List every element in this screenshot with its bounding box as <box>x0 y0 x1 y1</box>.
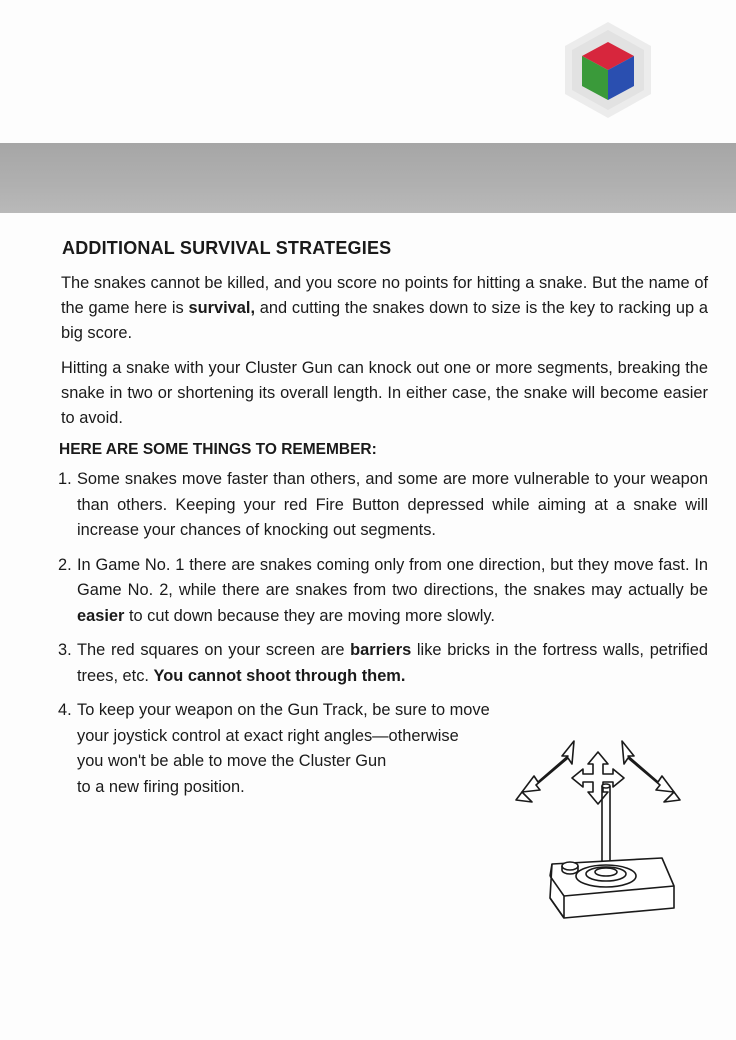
item-text-a: The red squares on your screen are <box>77 641 351 659</box>
item-line-3: you won't be able to move the Cluster Gun <box>77 752 387 770</box>
item-bold-2: You cannot shoot through them. <box>153 666 406 685</box>
cube-logo-icon <box>558 20 658 120</box>
list-item <box>58 638 708 689</box>
intro-paragraph-2: Hitting a snake with your Cluster Gun can knock out one or more segments, breaking the snake in two or shortening its overall length. In either case, the snake will become easier to avoid. <box>61 359 708 427</box>
section-subheading: HERE ARE SOME THINGS TO REMEMBER: <box>59 441 377 458</box>
item-bold: easier <box>77 606 125 625</box>
list-item <box>58 553 708 630</box>
intro-p1-bold: survival, <box>188 299 255 317</box>
item-number: 4. <box>58 701 72 719</box>
item-line-4: to a new firing position. <box>77 777 245 796</box>
intro-p1-text-a: The snakes cannot be killed, and you score no points for hitting a snake. But the name of the game here is <box>61 274 708 317</box>
item-text-b: to cut down because they are moving more slowly. <box>124 606 495 625</box>
item-line-2: your joystick control at exact right angles—otherwise <box>77 726 459 745</box>
page-content <box>58 238 708 809</box>
item-text: Some snakes move faster than others, and some are more vulnerable to your weapon than others. Keeping your red Fire Button depressed while aiming at a snake will increase your chances of knocking out segments. <box>77 470 708 539</box>
intro-paragraph-1 <box>61 271 708 346</box>
item-text-a: In Game No. 1 there are snakes coming only from one direction, but they move fast. In Game No. 2, while there are snakes from two directions, the snakes may actually be <box>77 555 708 599</box>
item-number: 3. <box>58 641 72 659</box>
joystick-illustration-icon <box>512 736 684 926</box>
item-line-1: To keep your weapon on the Gun Track, be sure to move <box>77 701 490 719</box>
item-bold: barriers <box>350 641 412 659</box>
page-title: ADDITIONAL SURVIVAL STRATEGIES <box>62 238 392 258</box>
intro-p1-text-b: and cutting the snakes down to size is the key to racking up a big score. <box>61 299 708 342</box>
list-item <box>58 467 708 544</box>
item-text-b: like bricks in the fortress walls, petrified trees, etc. <box>77 641 708 685</box>
header-band <box>0 143 736 213</box>
item-number: 1. <box>58 470 72 488</box>
item-number: 2. <box>58 555 72 574</box>
list-item <box>58 698 532 800</box>
